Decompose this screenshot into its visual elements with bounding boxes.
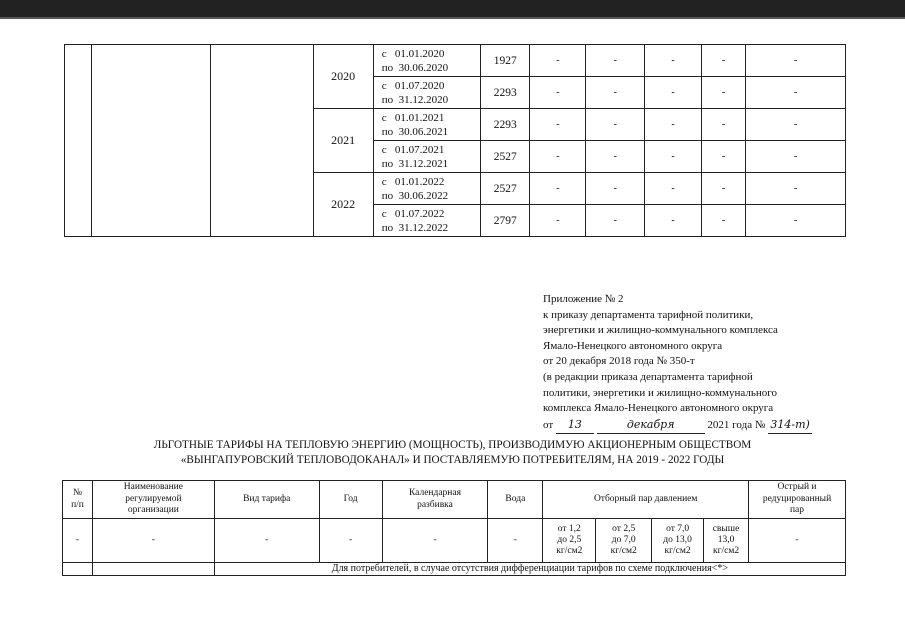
- row-dash: -: [319, 519, 382, 563]
- handwritten-month: декабря: [626, 417, 675, 431]
- row-dash: -: [382, 519, 488, 563]
- empty-tariff-dash: -: [701, 141, 745, 173]
- water-tariff-value: 2293: [481, 77, 530, 109]
- blank-num-cell: [65, 45, 92, 237]
- annex-line: Ямало-Ненецкого автономного округа: [543, 339, 723, 352]
- empty-tariff-dash: -: [645, 205, 702, 237]
- empty-tariff-dash: -: [746, 77, 846, 109]
- empty-tariff-dash: -: [645, 77, 702, 109]
- subheader-pressure-2: от 2,5 до 7,0 кг/см2: [596, 519, 652, 563]
- annex-line: от 20 декабря 2018 года № 350-т: [543, 355, 695, 368]
- empty-tariff-dash: -: [530, 205, 586, 237]
- water-tariff-value: 2527: [481, 173, 530, 205]
- period-end: по 31.12.2021: [381, 157, 449, 170]
- period-end: по 31.12.2022: [381, 221, 449, 234]
- handwritten-number: 314-т): [770, 417, 810, 431]
- preferential-tariff-table: [62, 480, 846, 576]
- empty-tariff-dash: -: [746, 205, 846, 237]
- period-cell: [373, 45, 480, 77]
- year-cell: 2021: [313, 109, 373, 173]
- note-spacer: [63, 563, 93, 576]
- tariff-table-continuation: [64, 44, 846, 237]
- header-steam: Отборный пар давлением: [543, 481, 749, 519]
- row-dash: -: [63, 519, 93, 563]
- annex-line: энергетики и жилищно-коммунального комплекса: [543, 324, 778, 337]
- header-num: № п/п: [63, 481, 93, 519]
- title-line-2: «ВЫНГАПУРОВСКИЙ ТЕПЛОВОДОКАНАЛ» И ПОСТАВЛЯЕМУЮ ПОТРЕБИТЕЛЯМ, НА 2019 - 2022 ГОДЫ: [180, 453, 725, 466]
- empty-tariff-dash: -: [701, 45, 745, 77]
- header-water: Вода: [488, 481, 543, 519]
- scan-top-edge-shadow: [0, 17, 905, 19]
- period-cell: [373, 109, 480, 141]
- note-spacer: [92, 563, 214, 576]
- annex-date-line: [543, 417, 863, 435]
- handwritten-day: 13: [567, 417, 582, 431]
- water-tariff-value: 2797: [481, 205, 530, 237]
- period-cell: [373, 173, 480, 205]
- blank-type-cell: [210, 45, 313, 237]
- empty-tariff-dash: -: [645, 141, 702, 173]
- annex-note: [543, 292, 863, 434]
- period-cell: [373, 77, 480, 109]
- water-tariff-value: 1927: [481, 45, 530, 77]
- period-end: по 30.06.2021: [381, 125, 449, 138]
- annex-year-text: 2021 года №: [707, 418, 766, 431]
- empty-tariff-dash: -: [701, 205, 745, 237]
- annex-line: к приказу департамента тарифной политики,: [543, 308, 754, 321]
- empty-tariff-dash: -: [530, 109, 586, 141]
- blank-org-cell: [92, 45, 210, 237]
- period-cell: [373, 205, 480, 237]
- year-cell: 2022: [313, 173, 373, 237]
- year-cell: 2020: [313, 45, 373, 109]
- row-dash: -: [214, 519, 319, 563]
- empty-tariff-dash: -: [586, 205, 645, 237]
- consumer-note: Для потребителей, в случае отсутствия дифференциации тарифов по схеме подключения<*>: [214, 563, 845, 576]
- annex-line: (в редакции приказа департамента тарифной: [543, 370, 753, 383]
- empty-tariff-dash: -: [530, 141, 586, 173]
- empty-tariff-dash: -: [530, 173, 586, 205]
- period-end: по 30.06.2020: [381, 61, 449, 74]
- empty-tariff-dash: -: [746, 109, 846, 141]
- period-start: с 01.07.2020: [381, 79, 445, 92]
- document-title: [0, 438, 905, 467]
- period-start: с 01.01.2022: [381, 175, 445, 188]
- subheader-pressure-4: свыше 13,0 кг/см2: [704, 519, 749, 563]
- empty-tariff-dash: -: [645, 109, 702, 141]
- period-cell: [373, 141, 480, 173]
- row-dash: -: [488, 519, 543, 563]
- row-dash: -: [92, 519, 214, 563]
- empty-tariff-dash: -: [645, 45, 702, 77]
- empty-tariff-dash: -: [746, 45, 846, 77]
- empty-tariff-dash: -: [586, 109, 645, 141]
- water-tariff-value: 2293: [481, 109, 530, 141]
- scan-top-edge: [0, 0, 905, 17]
- empty-tariff-dash: -: [701, 77, 745, 109]
- empty-tariff-dash: -: [586, 141, 645, 173]
- empty-tariff-dash: -: [746, 141, 846, 173]
- empty-tariff-dash: -: [701, 109, 745, 141]
- empty-tariff-dash: -: [586, 45, 645, 77]
- annex-line: политики, энергетики и жилищно-коммунального: [543, 386, 777, 399]
- period-end: по 30.06.2022: [381, 189, 449, 202]
- row-dash: -: [749, 519, 846, 563]
- annex-from: от: [543, 418, 554, 431]
- period-start: с 01.01.2020: [381, 47, 445, 60]
- period-start: с 01.07.2021: [381, 143, 445, 156]
- water-tariff-value: 2527: [481, 141, 530, 173]
- period-end: по 31.12.2020: [381, 93, 449, 106]
- header-org: Наименование регулируемой организации: [92, 481, 214, 519]
- empty-tariff-dash: -: [530, 45, 586, 77]
- empty-tariff-dash: -: [746, 173, 846, 205]
- period-start: с 01.07.2022: [381, 207, 445, 220]
- empty-tariff-dash: -: [586, 77, 645, 109]
- header-tariff-type: Вид тарифа: [214, 481, 319, 519]
- empty-tariff-dash: -: [586, 173, 645, 205]
- header-year: Год: [319, 481, 382, 519]
- header-calendar: Календарная разбивка: [382, 481, 488, 519]
- annex-line: Приложение № 2: [543, 293, 624, 305]
- subheader-pressure-3: от 7,0 до 13,0 кг/см2: [652, 519, 704, 563]
- subheader-pressure-1: от 1,2 до 2,5 кг/см2: [543, 519, 596, 563]
- annex-line: комплекса Ямало-Ненецкого автономного округа: [543, 402, 774, 415]
- empty-tariff-dash: -: [530, 77, 586, 109]
- header-sharp-steam: Острый и редуцированный пар: [749, 481, 846, 519]
- tariff-row: [65, 45, 846, 77]
- empty-tariff-dash: -: [701, 173, 745, 205]
- title-line-1: ЛЬГОТНЫЕ ТАРИФЫ НА ТЕПЛОВУЮ ЭНЕРГИЮ (МОЩНОСТЬ), ПРОИЗВОДИМУЮ АКЦИОНЕРНЫМ ОБЩЕСТВОМ: [153, 439, 752, 451]
- empty-tariff-dash: -: [645, 173, 702, 205]
- period-start: с 01.01.2021: [381, 111, 445, 124]
